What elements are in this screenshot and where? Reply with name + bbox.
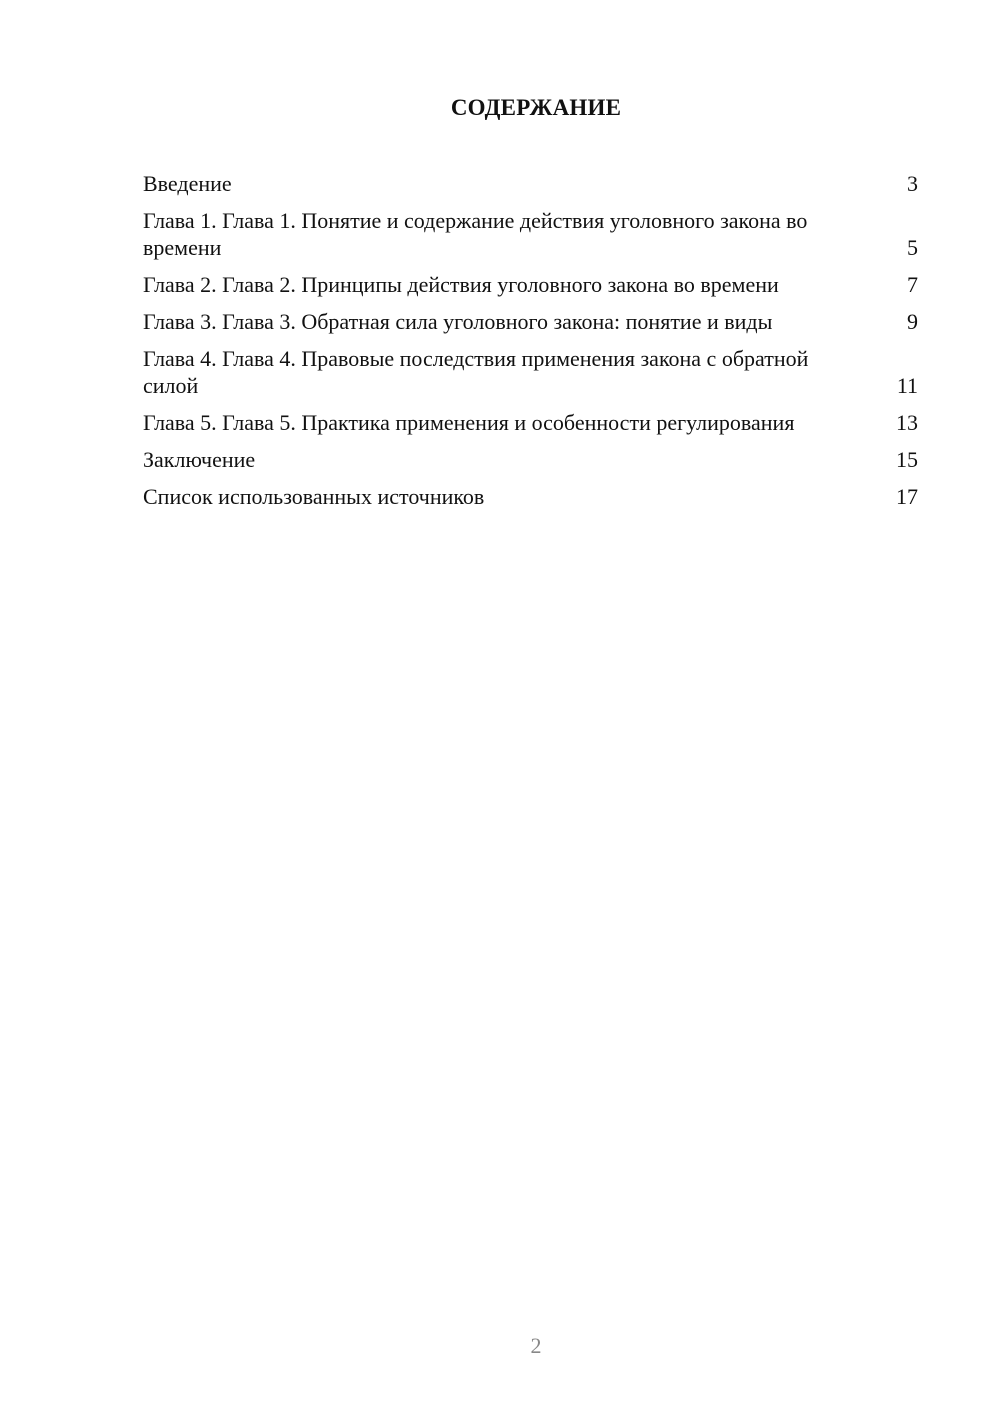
toc-entry-page: 17 xyxy=(896,484,918,509)
toc-entry-chapter-3 xyxy=(143,308,918,335)
toc-entry-title: Список использованных источников xyxy=(143,484,485,509)
toc-entry-chapter-1 xyxy=(143,207,918,261)
toc-entry-page: 13 xyxy=(896,410,918,435)
toc-entry-title: Заключение xyxy=(143,447,256,472)
toc-entry-conclusion xyxy=(143,446,918,473)
toc-entry-title: Глава 2. Глава 2. Принципы действия уголовного закона во времени xyxy=(143,272,779,297)
toc-entry-references xyxy=(143,483,918,510)
toc-entry-page: 9 xyxy=(907,309,918,334)
toc-entry-chapter-4 xyxy=(143,345,918,399)
toc-entry-page: 15 xyxy=(896,447,918,472)
toc-entry-page: 11 xyxy=(896,373,918,398)
toc-entry-page: 3 xyxy=(907,171,918,196)
table-of-contents xyxy=(143,170,918,520)
toc-entry-title: Введение xyxy=(143,171,232,196)
toc-entry-title: Глава 4. Глава 4. Правовые последствия применения закона с обратной силой xyxy=(143,346,809,398)
toc-entry-chapter-2 xyxy=(143,271,918,298)
page-number: 2 xyxy=(530,1333,542,1358)
page-title: СОДЕРЖАНИЕ xyxy=(450,95,622,120)
toc-entry-page: 5 xyxy=(907,235,918,260)
toc-entry-page: 7 xyxy=(907,272,918,297)
toc-entry-chapter-5 xyxy=(143,409,918,436)
toc-entry-introduction xyxy=(143,170,918,197)
toc-entry-title: Глава 3. Глава 3. Обратная сила уголовного закона: понятие и виды xyxy=(143,309,773,334)
toc-entry-title: Глава 1. Глава 1. Понятие и содержание действия уголовного закона во времени xyxy=(143,208,808,260)
toc-entry-title: Глава 5. Глава 5. Практика применения и особенности регулирования xyxy=(143,410,795,435)
